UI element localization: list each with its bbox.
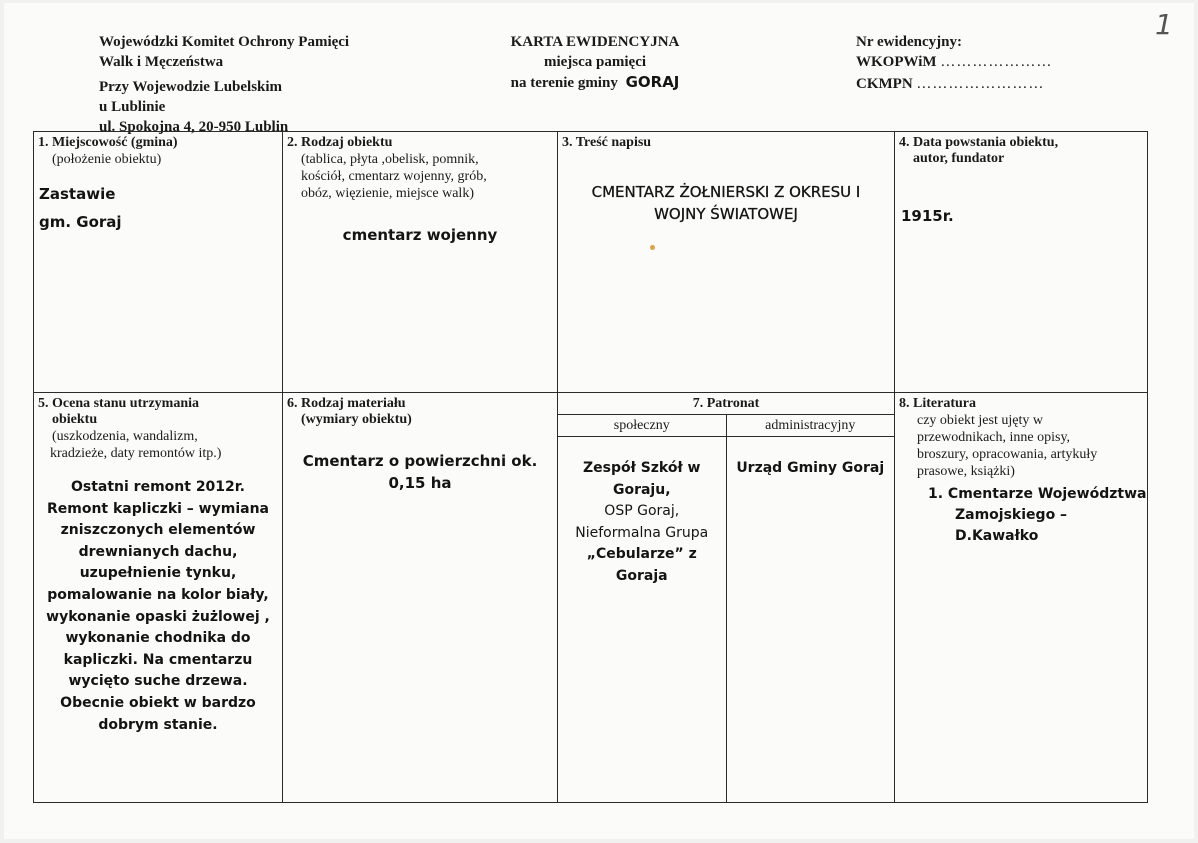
condition-hint bbox=[34, 428, 282, 462]
literature-label: 8. Literatura bbox=[899, 396, 976, 411]
grid-row-2 bbox=[34, 393, 1148, 803]
creation-date-label-1: 4. Data powstania obiektu, bbox=[899, 135, 1059, 150]
literature-hint-2: przewodnikach, inne opisy, bbox=[917, 430, 1071, 445]
cell-object-type bbox=[283, 132, 558, 393]
condition-line: zniszczonych elementów bbox=[60, 522, 256, 539]
material-value bbox=[283, 450, 557, 494]
record-grid bbox=[33, 131, 1148, 803]
condition-line: wycięto suche drzewa. bbox=[68, 673, 248, 690]
document-subtitle: miejsca pamięci bbox=[543, 54, 647, 70]
admin-label: administracyjny bbox=[727, 415, 895, 437]
org-line-5: ul. Spokojna 4, 20-950 Lublin bbox=[99, 119, 289, 135]
grid-row-1 bbox=[34, 132, 1148, 393]
condition-label bbox=[34, 393, 282, 428]
cell-location bbox=[34, 132, 283, 393]
condition-hint-2: kradzieże, daty remontów itp.) bbox=[50, 446, 222, 461]
wkopwim-line bbox=[856, 52, 1052, 72]
title-block bbox=[480, 32, 710, 93]
org-line-4: u Lublinie bbox=[99, 99, 166, 115]
object-type-hint-1: (tablica, płyta ,obelisk, pomnik, bbox=[301, 152, 479, 167]
inscription-line-1: CMENTARZ ŻOŁNIERSKI Z OKRESU I bbox=[591, 183, 861, 201]
literature-line-2: Zamojskiego – D.Kawałko bbox=[955, 507, 1068, 544]
material-line-2: 0,15 ha bbox=[388, 474, 452, 492]
literature-value bbox=[895, 484, 1147, 547]
patronage-columns bbox=[558, 415, 894, 802]
object-type-value: cmentarz wojenny bbox=[342, 226, 498, 244]
condition-label-1: 5. Ocena stanu utrzymania bbox=[38, 396, 199, 411]
condition-line: Remont kapliczki – wymiana bbox=[46, 500, 269, 517]
patronage-social-column bbox=[558, 415, 726, 802]
wkopwim-label: WKOPWiM bbox=[856, 54, 937, 70]
cell-condition bbox=[34, 393, 283, 803]
literature-hint-4: prasowe, książki) bbox=[917, 464, 1015, 479]
literature-line-1: 1. Cmentarze Województwa bbox=[928, 486, 1147, 502]
social-line: Goraju, bbox=[612, 481, 671, 498]
creation-date-value: 1915r. bbox=[901, 207, 954, 225]
social-line: Nieformalna Grupa bbox=[575, 524, 709, 541]
ckmpn-line bbox=[856, 74, 1052, 94]
object-type-hint bbox=[283, 151, 557, 202]
admin-value: Urząd Gminy Goraj bbox=[736, 460, 885, 476]
creation-date-label-2: autor, fundator bbox=[913, 151, 1005, 166]
condition-hint-1: (uszkodzenia, wandalizm, bbox=[52, 429, 198, 444]
org-line-1: Wojewódzki Komitet Ochrony Pamięci bbox=[99, 34, 350, 50]
patronage-wrapper bbox=[558, 393, 894, 802]
object-type-hint-3: obóz, więzienie, miejsce walk) bbox=[301, 186, 474, 201]
cell-inscription bbox=[558, 132, 895, 393]
location-value-line-1: Zastawie bbox=[39, 185, 116, 203]
gmina-value: GORAJ bbox=[625, 73, 680, 91]
condition-value bbox=[34, 477, 282, 736]
patronage-admin-column bbox=[726, 415, 895, 802]
condition-line: Obecnie obiekt w bardzo bbox=[60, 694, 256, 711]
social-line: „Cebularze” z bbox=[586, 546, 697, 562]
condition-line: Ostatni remont 2012r. bbox=[70, 479, 246, 495]
cell-patronage bbox=[558, 393, 895, 803]
material-label-1: 6. Rodzaj materiału bbox=[287, 396, 406, 411]
gmina-line bbox=[480, 72, 710, 93]
registration-block bbox=[856, 32, 1052, 94]
literature-hint-3: broszury, opracowania, artykuły bbox=[917, 447, 1098, 462]
wkopwim-dots: ………………… bbox=[940, 54, 1053, 70]
organisation-block bbox=[99, 32, 349, 137]
social-line: OSP Goraj, bbox=[604, 503, 680, 519]
condition-line: wykonanie chodnika do bbox=[65, 630, 251, 647]
document-title: KARTA EWIDENCYJNA bbox=[510, 34, 680, 50]
social-line: Zespół Szkół w bbox=[583, 460, 701, 476]
social-label: społeczny bbox=[558, 415, 726, 437]
material-line-1: Cmentarz o powierzchni ok. bbox=[302, 452, 538, 470]
patronage-label: 7. Patronat bbox=[558, 393, 894, 415]
condition-line: wykonanie opaski żużlowej , bbox=[46, 608, 270, 625]
cell-material bbox=[283, 393, 558, 803]
location-label: 1. Miejscowość (gmina) bbox=[38, 135, 178, 150]
object-type-label: 2. Rodzaj obiektu bbox=[287, 135, 393, 150]
social-value bbox=[558, 458, 726, 587]
location-value-line-2: gm. Goraj bbox=[39, 213, 122, 231]
literature-hint bbox=[895, 412, 1147, 480]
nr-ewidencyjny-label: Nr ewidencyjny: bbox=[856, 34, 962, 50]
location-hint: (położenie obiektu) bbox=[52, 152, 162, 167]
inscription-value bbox=[558, 181, 894, 225]
paper-speck bbox=[650, 245, 655, 250]
ckmpn-dots: …………………… bbox=[916, 76, 1045, 92]
condition-line: uzupełnienie tynku, bbox=[79, 565, 237, 582]
page-number: 1 bbox=[1155, 8, 1173, 41]
inscription-line-2: WOJNY ŚWIATOWEJ bbox=[654, 205, 798, 223]
condition-line: dobrym stanie. bbox=[98, 716, 218, 733]
ckmpn-label: CKMPN bbox=[856, 76, 913, 92]
condition-line: drewnianych dachu, bbox=[78, 543, 238, 560]
org-line-3: Przy Wojewodzie Lubelskim bbox=[99, 79, 283, 95]
org-line-2: Walk i Męczeństwa bbox=[99, 54, 224, 70]
inscription-label: 3. Treść napisu bbox=[562, 135, 652, 150]
literature-hint-1: czy obiekt jest ujęty w bbox=[917, 413, 1043, 428]
cell-literature bbox=[895, 393, 1148, 803]
gmina-label: na terenie gminy bbox=[510, 75, 618, 91]
material-label bbox=[283, 393, 557, 428]
object-type-hint-2: kościół, cmentarz wojenny, grób, bbox=[301, 169, 487, 184]
condition-line: kapliczki. Na cmentarzu bbox=[63, 651, 253, 668]
creation-date-label bbox=[895, 132, 1147, 167]
social-line: Goraja bbox=[615, 567, 668, 584]
location-value bbox=[39, 180, 282, 236]
cell-creation-date bbox=[895, 132, 1148, 393]
material-label-2: (wymiary obiektu) bbox=[301, 412, 412, 427]
condition-line: pomalowanie na kolor biały, bbox=[47, 586, 269, 603]
condition-label-2: obiektu bbox=[52, 412, 98, 427]
